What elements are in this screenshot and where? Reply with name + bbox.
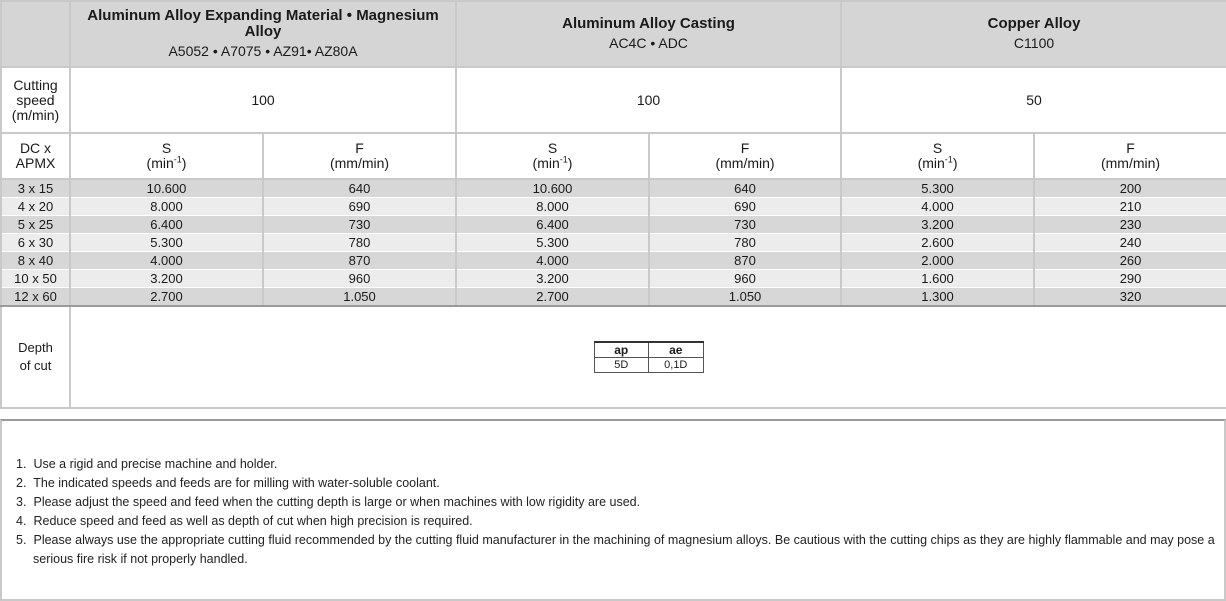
s-unit-suffix: ) xyxy=(952,155,958,171)
spindle-speed-header xyxy=(456,133,649,179)
value-cell: 960 xyxy=(649,270,841,288)
value-cell: 3.200 xyxy=(841,216,1034,234)
table-row xyxy=(1,252,1226,270)
depth-of-cut-cell xyxy=(70,306,1226,408)
value-cell: 1.050 xyxy=(649,288,841,307)
size-cell: 12 x 60 xyxy=(1,288,70,307)
cutting-speed-row xyxy=(1,67,1226,133)
note-number: 4. xyxy=(16,514,27,528)
value-cell: 1.050 xyxy=(263,288,456,307)
s-label: S xyxy=(161,140,172,156)
value-cell: 690 xyxy=(649,198,841,216)
value-cell: 290 xyxy=(1034,270,1226,288)
material-header-row xyxy=(1,1,1226,67)
s-unit xyxy=(842,156,1033,171)
ap-header: ap xyxy=(594,342,649,358)
f-label: F xyxy=(740,140,750,156)
doc-header-row xyxy=(594,342,703,358)
note-item xyxy=(16,455,1224,474)
value-cell: 3.200 xyxy=(70,270,263,288)
depth-of-cut-table xyxy=(594,341,704,373)
note-text: Use a rigid and precise machine and holder. xyxy=(33,457,278,471)
value-cell: 2.700 xyxy=(70,288,263,307)
size-cell: 3 x 15 xyxy=(1,179,70,198)
units-row xyxy=(1,133,1226,179)
value-cell: 2.700 xyxy=(456,288,649,307)
note-item xyxy=(16,512,1224,531)
value-cell: 1.600 xyxy=(841,270,1034,288)
note-text: Please adjust the speed and feed when the cutting depth is large or when machines with low rigidity are used. xyxy=(33,495,641,509)
note-number: 5. xyxy=(16,533,27,547)
value-cell: 870 xyxy=(649,252,841,270)
f-unit: (mm/min) xyxy=(1100,155,1161,171)
ae-value: 0,1D xyxy=(649,358,704,373)
material-title: Aluminum Alloy Casting xyxy=(562,15,735,32)
value-cell: 780 xyxy=(263,234,456,252)
value-cell: 1.300 xyxy=(841,288,1034,307)
s-unit-suffix: ) xyxy=(567,155,573,171)
value-cell: 690 xyxy=(263,198,456,216)
feed-rate-header xyxy=(649,133,841,179)
depth-of-cut-row xyxy=(1,306,1226,408)
notes-section xyxy=(0,419,1226,601)
value-cell: 6.400 xyxy=(70,216,263,234)
table-row xyxy=(1,288,1226,307)
value-cell: 2.600 xyxy=(841,234,1034,252)
note-text: Reduce speed and feed as well as depth of cut when high precision is required. xyxy=(33,514,473,528)
s-unit xyxy=(71,156,262,171)
ae-header: ae xyxy=(649,342,704,358)
material-title: Copper Alloy xyxy=(987,15,1081,32)
value-cell: 240 xyxy=(1034,234,1226,252)
depth-of-cut-label xyxy=(1,306,70,408)
material-header-copper-alloy xyxy=(841,1,1226,67)
value-cell: 780 xyxy=(649,234,841,252)
value-cell: 200 xyxy=(1034,179,1226,198)
table-row xyxy=(1,198,1226,216)
size-label-line: DC x xyxy=(19,140,52,156)
value-cell: 960 xyxy=(263,270,456,288)
s-unit-prefix: (min xyxy=(146,155,174,171)
depth-label-line: Depth xyxy=(18,340,53,355)
spindle-speed-header xyxy=(841,133,1034,179)
value-cell: 5.300 xyxy=(456,234,649,252)
size-cell: 4 x 20 xyxy=(1,198,70,216)
value-cell: 210 xyxy=(1034,198,1226,216)
value-cell: 2.000 xyxy=(841,252,1034,270)
material-header-aluminum-expanding xyxy=(70,1,456,67)
header-corner-cell xyxy=(1,1,70,67)
table-row xyxy=(1,179,1226,198)
size-column-label xyxy=(1,133,70,179)
note-text: Please always use the appropriate cutting fluid recommended by the cutting fluid manufacturer in the machining of magnesium alloys. Be cautious with the cutting chips as they are highly flammable and may pose a serious fire risk if not properly handled. xyxy=(33,533,1215,566)
value-cell: 730 xyxy=(649,216,841,234)
value-cell: 640 xyxy=(649,179,841,198)
spindle-speed-header xyxy=(70,133,263,179)
note-number: 1. xyxy=(16,457,27,471)
value-cell: 730 xyxy=(263,216,456,234)
size-cell: 10 x 50 xyxy=(1,270,70,288)
material-grades: C1100 xyxy=(1013,35,1055,51)
f-unit: (mm/min) xyxy=(329,155,390,171)
s-label: S xyxy=(932,140,943,156)
s-label: S xyxy=(547,140,558,156)
size-label-line: APMX xyxy=(15,155,56,171)
value-cell: 4.000 xyxy=(456,252,649,270)
s-unit-prefix: (min xyxy=(917,155,945,171)
value-cell: 4.000 xyxy=(70,252,263,270)
value-cell: 260 xyxy=(1034,252,1226,270)
value-cell: 3.200 xyxy=(456,270,649,288)
size-cell: 8 x 40 xyxy=(1,252,70,270)
note-item xyxy=(16,474,1224,493)
depth-label-line: of cut xyxy=(19,358,52,373)
material-grades: AC4C • ADC xyxy=(609,35,688,51)
value-cell: 6.400 xyxy=(456,216,649,234)
value-cell: 4.000 xyxy=(841,198,1034,216)
value-cell: 320 xyxy=(1034,288,1226,307)
feed-rate-header xyxy=(263,133,456,179)
s-unit-prefix: (min xyxy=(532,155,560,171)
feed-rate-header xyxy=(1034,133,1226,179)
value-cell: 5.300 xyxy=(841,179,1034,198)
value-cell: 10.600 xyxy=(70,179,263,198)
s-unit-exponent: -1 xyxy=(173,154,182,165)
value-cell: 5.300 xyxy=(70,234,263,252)
ap-value: 5D xyxy=(594,358,649,373)
s-unit-exponent: -1 xyxy=(944,154,953,165)
value-cell: 8.000 xyxy=(456,198,649,216)
note-item xyxy=(16,531,1224,569)
notes-list xyxy=(2,421,1224,569)
s-unit-suffix: ) xyxy=(181,155,187,171)
cutting-speed-value: 100 xyxy=(70,67,456,133)
s-unit xyxy=(457,156,648,171)
f-label: F xyxy=(355,140,364,156)
cutting-speed-value: 50 xyxy=(841,67,1226,133)
f-unit: (mm/min) xyxy=(715,155,775,171)
size-cell: 6 x 30 xyxy=(1,234,70,252)
value-cell: 10.600 xyxy=(456,179,649,198)
note-number: 3. xyxy=(16,495,27,509)
note-number: 2. xyxy=(16,476,27,490)
note-item xyxy=(16,493,1224,512)
value-cell: 870 xyxy=(263,252,456,270)
material-header-aluminum-casting xyxy=(456,1,841,67)
s-unit-exponent: -1 xyxy=(559,154,568,165)
table-row xyxy=(1,216,1226,234)
size-cell: 5 x 25 xyxy=(1,216,70,234)
cutting-speed-value: 100 xyxy=(456,67,841,133)
value-cell: 230 xyxy=(1034,216,1226,234)
material-title: Aluminum Alloy Expanding Material • Magnesium Alloy xyxy=(87,7,439,40)
material-grades: A5052 • A7075 • AZ91• AZ80A xyxy=(168,43,358,59)
table-row xyxy=(1,234,1226,252)
doc-value-row xyxy=(594,358,703,373)
cutting-speed-label: Cutting speed (m/min) xyxy=(1,67,70,133)
value-cell: 640 xyxy=(263,179,456,198)
value-cell: 8.000 xyxy=(70,198,263,216)
table-row xyxy=(1,270,1226,288)
note-text: The indicated speeds and feeds are for milling with water-soluble coolant. xyxy=(33,476,440,490)
f-label: F xyxy=(1126,140,1135,156)
